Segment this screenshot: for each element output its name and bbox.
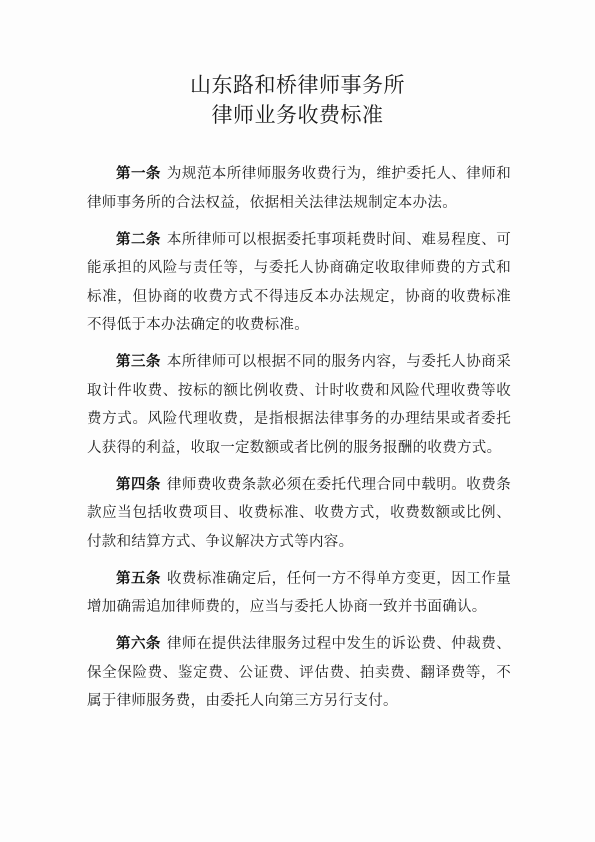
article-2 [87, 226, 511, 340]
article-number: 第三条 [116, 353, 161, 370]
article-number: 第一条 [116, 165, 161, 182]
article-text: 为规范本所律师服务收费行为，维护委托人、律师和律师事务所的合法权益，依据相关法律法规制定本办法。 [87, 166, 511, 211]
article-6 [87, 630, 511, 716]
article-3 [87, 348, 511, 462]
article-number: 第六条 [116, 635, 161, 652]
article-4 [87, 471, 511, 557]
document-body [87, 160, 511, 724]
article-text: 律师费收费条款必须在委托代理合同中载明。收费条款应当包括收费项目、收费标准、收费方式，收费数额或比例、付款和结算方式、争议解决方式等内容。 [87, 476, 511, 550]
article-text: 收费标准确定后，任何一方不得单方变更，因工作量增加确需追加律师费的，应当与委托人协商一致并书面确认。 [87, 570, 511, 615]
article-text: 律师在提供法律服务过程中发生的诉讼费、仲裁费、保全保险费、鉴定费、公证费、评估费、拍卖费、翻译费等，不属于律师服务费，由委托人向第三方另行支付。 [87, 636, 511, 709]
article-1 [87, 160, 511, 217]
article-number: 第五条 [116, 569, 161, 587]
document-title [0, 70, 595, 130]
article-number: 第二条 [116, 230, 161, 248]
title-firm-name: 山东路和桥律师事务所 [190, 73, 405, 97]
article-text: 本所律师可以根据不同的服务内容，与委托人协商采取计件收费、按标的额比例收费、计时收费和风险代理收费等收费方式。风险代理收费，是指根据法律事务的办理结果或者委托人获得的利益，收取一定数额或者比例的服务报酬的收费方式。 [87, 354, 511, 456]
article-text: 本所律师可以根据委托事项耗费时间、难易程度、可能承担的风险与责任等，与委托人协商确定收取律师费的方式和标准，但协商的收费方式不得违反本办法规定，协商的收费标准不得低于本办法确定的收费标准。 [87, 231, 511, 333]
article-number: 第四条 [116, 475, 161, 493]
title-document-name: 律师业务收费标准 [211, 103, 384, 127]
article-5 [87, 565, 511, 622]
